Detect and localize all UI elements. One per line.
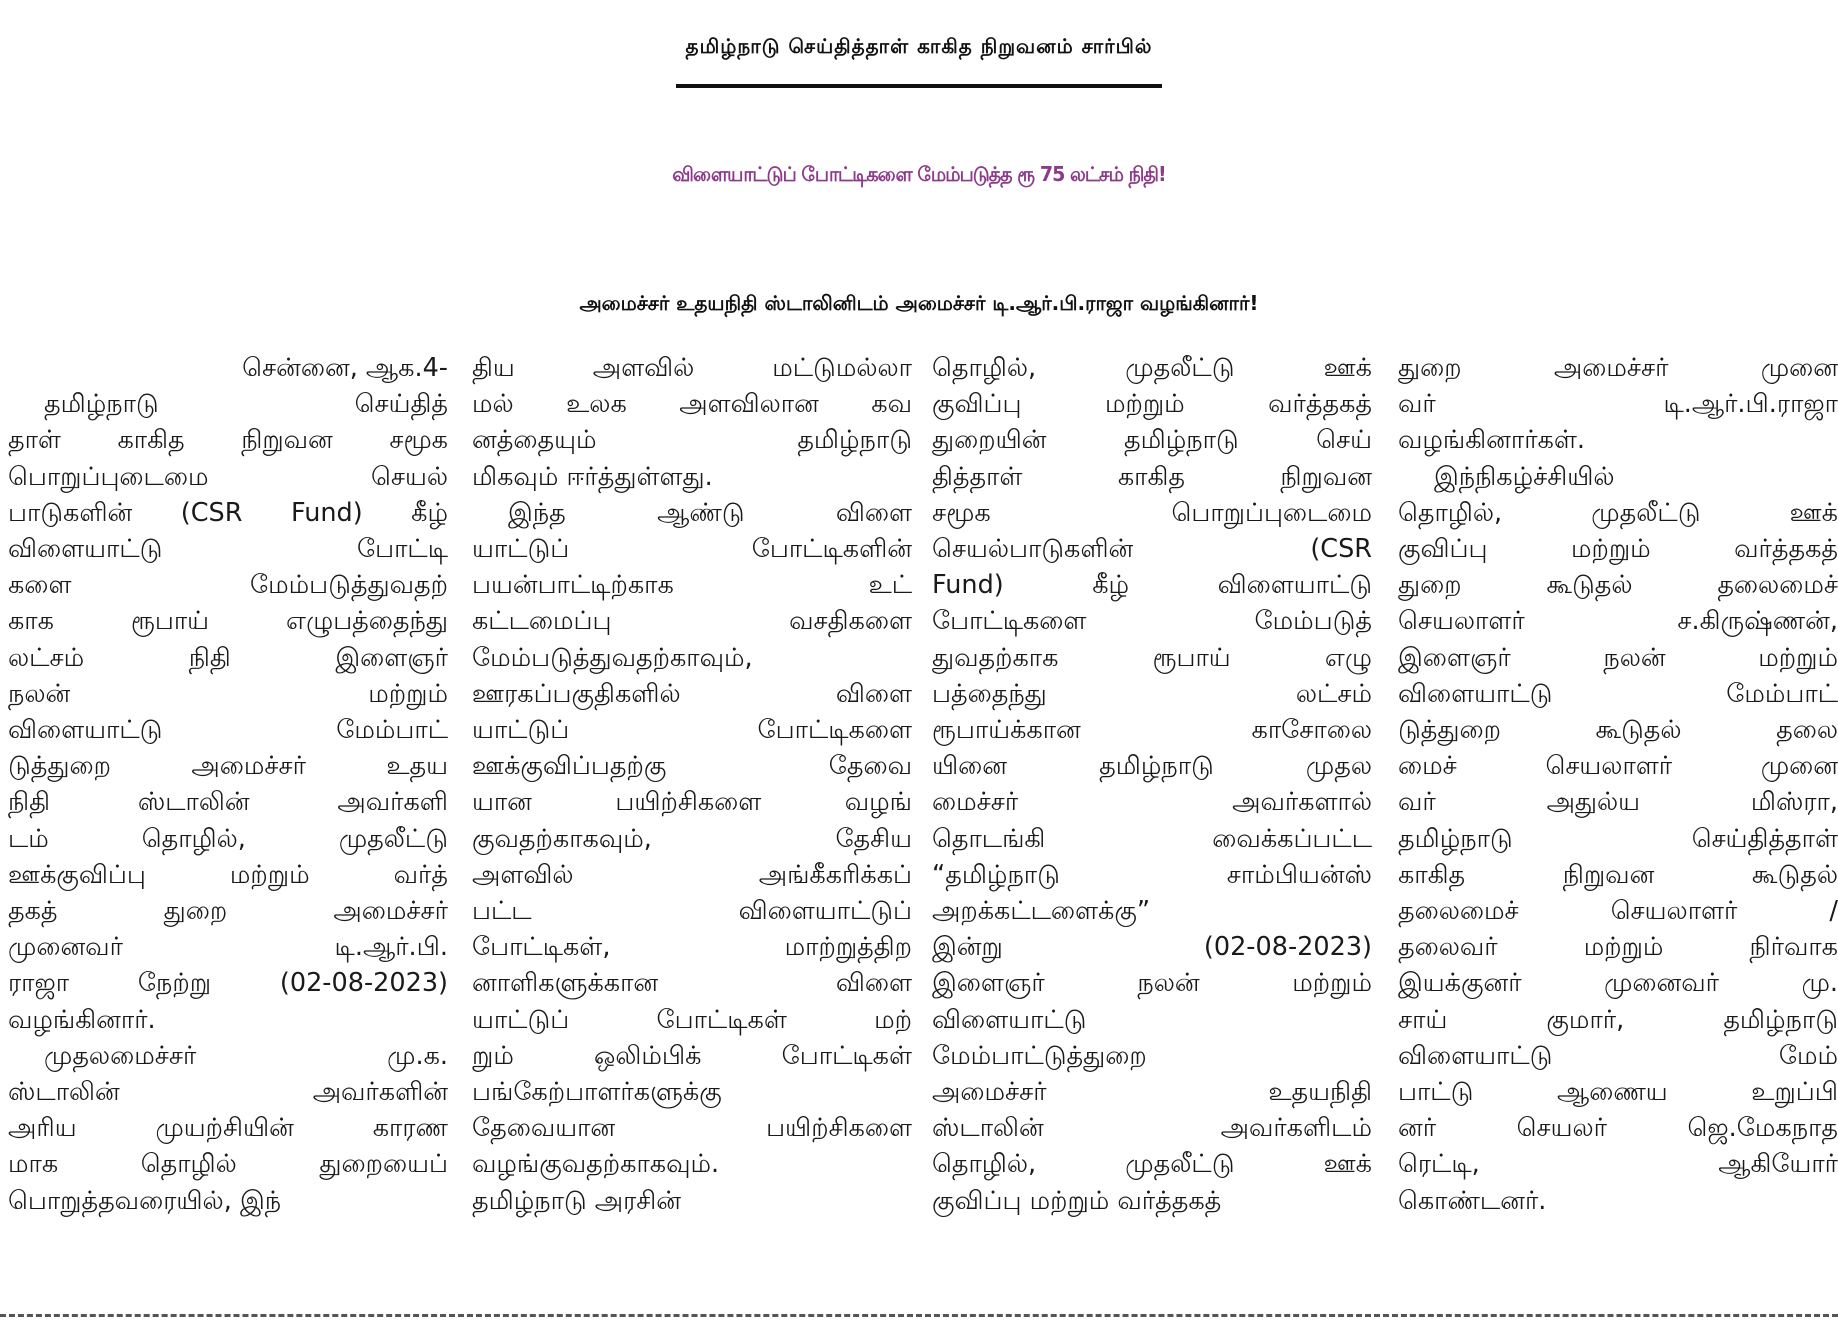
column-3-line: பத்தைந்து லட்சம் [932,678,1372,709]
column-2-line: தேவையான பயிற்சிகளை [472,1113,912,1144]
column-3-line: ஸ்டாலின் அவர்களிடம் [932,1113,1372,1144]
column-1-line: பாடுகளின் (CSR Fund) கீழ் [8,497,448,528]
column-3-line: குவிப்பு மற்றும் வர்த்தகத் [932,389,1372,420]
column-2-line: தமிழ்நாடு அரசின் [472,1185,681,1216]
column-3-line: மேம்பாட்டுத்துறை [932,1040,1147,1071]
column-1-line: டுத்துறை அமைச்சர் உதய [8,751,448,782]
column-1-line: விளையாட்டு மேம்பாட் [8,715,448,746]
column-4-line: கொண்டனர். [1398,1185,1547,1216]
column-1-line: களை மேம்படுத்துவதற் [8,570,448,601]
column-1-line: ராஜா நேற்று (02-08-2023) [8,968,448,999]
column-1-line: மாக தொழில் துறையைப் [8,1149,448,1180]
column-1-line: தகத் துறை அமைச்சர் [8,896,448,927]
article-headline: விளையாட்டுப் போட்டிகளை மேம்படுத்த ரூ 75 லட்சம் நிதி! [672,162,1166,186]
column-3-line: யினை தமிழ்நாடு முதல [932,751,1372,782]
column-1-line: காக ரூபாய் எழுபத்தைந்து [8,606,448,637]
column-4-line: குவிப்பு மற்றும் வர்த்தகத் [1398,534,1838,565]
column-4-line: தலைவர் மற்றும் நிர்வாக [1398,932,1838,963]
column-2-line: கட்டமைப்பு வசதிகளை [472,606,912,637]
column-2-line: ஊரகப்பகுதிகளில் விளை [472,678,912,709]
column-4-line: இளைஞர் நலன் மற்றும் [1398,642,1838,673]
column-1-line: விளையாட்டு போட்டி [8,534,448,565]
column-2-line: னத்தையும் தமிழ்நாடு [472,425,912,456]
column-4-line: தொழில், முதலீட்டு ஊக் [1398,497,1838,528]
column-2-line: பட்ட விளையாட்டுப் [472,896,912,927]
column-3-line: துவதற்காக ரூபாய் எழு [932,642,1372,673]
column-3-line: துறையின் தமிழ்நாடு செய் [932,425,1372,456]
column-4-line: துறை கூடுதல் தலைமைச் [1398,570,1838,601]
column-3-line: செயல்பாடுகளின் (CSR [932,534,1372,565]
column-2-line: யான பயிற்சிகளை வழங் [472,787,912,818]
column-3-line: ரூபாய்க்கான காசோலை [932,715,1372,746]
column-2-line: மேம்படுத்துவதற்காவும், [472,642,753,673]
column-1-line: பொறுப்புடைமை செயல் [8,461,448,492]
column-3-line: அமைச்சர் உதயநிதி [932,1077,1372,1108]
column-1-line: பொறுத்தவரையில், இந் [8,1185,282,1216]
column-4-line: வர் டி.ஆர்.பி.ராஜா [1398,389,1838,420]
column-2-line: மல் உலக அளவிலான கவ [472,389,912,420]
column-1-line: சென்னை, ஆக.4- [242,353,448,383]
column-1-line: வழங்கினார். [8,1004,156,1035]
column-1-line: முனைவர் டி.ஆர்.பி. [8,932,448,963]
column-3-line: தொழில், முதலீட்டு ஊக் [932,1149,1372,1180]
column-2-line: இந்த ஆண்டு விளை [508,497,912,528]
column-2-line: திய அளவில் மட்டுமல்லா [472,353,912,383]
column-4-line: விளையாட்டு மேம் [1398,1040,1838,1071]
column-2-line: மிகவும் ஈர்த்துள்ளது. [472,461,713,492]
column-4-line: ரெட்டி, ஆகியோர் [1398,1149,1838,1180]
article-subheadline: அமைச்சர் உதயநிதி ஸ்டாலினிடம் அமைச்சர் டி.ஆர்.பி.ராஜா வழங்கினார்! [579,291,1259,315]
column-1-line: ஊக்குவிப்பு மற்றும் வர்த் [8,859,448,890]
column-2-line: குவதற்காகவும், தேசிய [472,823,912,854]
column-4-line: தமிழ்நாடு செய்தித்தாள் [1398,823,1838,854]
column-4-line: வழங்கினார்கள். [1398,425,1585,456]
column-1-line: தமிழ்நாடு செய்தித் [44,389,448,420]
kicker-text: தமிழ்நாடு செய்தித்தாள் காகித நிறுவனம் சார்பில் [676,14,1163,88]
column-4-line: துறை அமைச்சர் முனை [1398,353,1838,383]
column-2-line: பயன்பாட்டிற்காக உட் [472,570,912,601]
column-4-line: டுத்துறை கூடுதல் தலை [1398,715,1838,746]
column-3-line: தொழில், முதலீட்டு ஊக் [932,353,1372,383]
column-4-line: செயலாளர் ச.கிருஷ்ணன், [1398,606,1838,637]
column-2-line: பங்கேற்பாளர்களுக்கு [472,1077,722,1108]
column-4-line: தலைமைச் செயலாளர் / [1398,896,1838,927]
column-1-line: லட்சம் நிதி இளைஞர் [8,642,448,673]
text-column-4 [1398,350,1838,1219]
column-2-line: வழங்குவதற்காகவும். [472,1149,720,1180]
text-column-3 [932,350,1372,1219]
column-2-line: யாட்டுப் போட்டிகளை [472,715,912,746]
column-4-line: பாட்டு ஆணைய உறுப்பி [1398,1077,1838,1108]
column-3-line: தித்தாள் காகித நிறுவன [932,461,1372,492]
column-4-line: இயக்குனர் முனைவர் மு. [1398,968,1838,999]
column-3-line: அறக்கட்டளைக்கு” [932,896,1151,927]
column-4-line: சாய் குமார், தமிழ்நாடு [1398,1004,1838,1035]
article-kicker [0,14,1838,88]
column-3-line: இன்று (02-08-2023) [932,932,1372,963]
column-3-line: விளையாட்டு [932,1004,1087,1035]
column-4-line: வர் அதுல்ய மிஸ்ரா, [1398,787,1838,818]
column-4-line: மைச் செயலாளர் முனை [1398,751,1838,782]
column-4-line: காகித நிறுவன கூடுதல் [1398,859,1838,890]
column-1-line: நலன் மற்றும் [8,678,448,709]
column-3-line: தொடங்கி வைக்கப்பட்ட [932,823,1372,854]
text-column-2 [472,350,912,1219]
column-3-line: இளைஞர் நலன் மற்றும் [932,968,1372,999]
column-1-line: தாள் காகித நிறுவன சமூக [8,425,448,456]
column-3-line: சமூக பொறுப்புடைமை [932,497,1372,528]
column-3-line: குவிப்பு மற்றும் வர்த்தகத் [932,1185,1222,1216]
column-1-line: ஸ்டாலின் அவர்களின் [8,1077,448,1108]
column-2-line: னாளிகளுக்கான விளை [472,968,912,999]
column-2-line: றும் ஒலிம்பிக் போட்டிகள் [472,1040,912,1071]
column-1-line: முதலமைச்சர் மு.க. [44,1040,448,1071]
article-body [0,350,1838,1310]
column-1-line: அரிய முயற்சியின் காரண [8,1113,448,1144]
column-2-line: ஊக்குவிப்பதற்கு தேவை [472,751,912,782]
column-1-line: டம் தொழில், முதலீட்டு [8,823,448,854]
column-3-line: மைச்சர் அவர்களால் [932,787,1372,818]
column-4-line: னர் செயலர் ஜெ.மேகநாத [1398,1113,1838,1144]
bottom-dashed-rule [0,1314,1838,1317]
column-2-line: யாட்டுப் போட்டிகள் மற் [472,1004,912,1035]
column-3-line: போட்டிகளை மேம்படுத் [932,606,1372,637]
text-column-1 [8,350,448,1219]
column-2-line: அளவில் அங்கீகரிக்கப் [472,859,912,890]
column-3-line: Fund) கீழ் விளையாட்டு [932,570,1372,601]
column-3-line: “தமிழ்நாடு சாம்பியன்ஸ் [932,859,1372,890]
column-2-line: போட்டிகள், மாற்றுத்திற [472,932,912,963]
column-2-line: யாட்டுப் போட்டிகளின் [472,534,912,565]
column-1-line: நிதி ஸ்டாலின் அவர்களி [8,787,448,818]
column-4-line: விளையாட்டு மேம்பாட் [1398,678,1838,709]
column-4-line: இந்நிகழ்ச்சியில் [1434,461,1615,492]
